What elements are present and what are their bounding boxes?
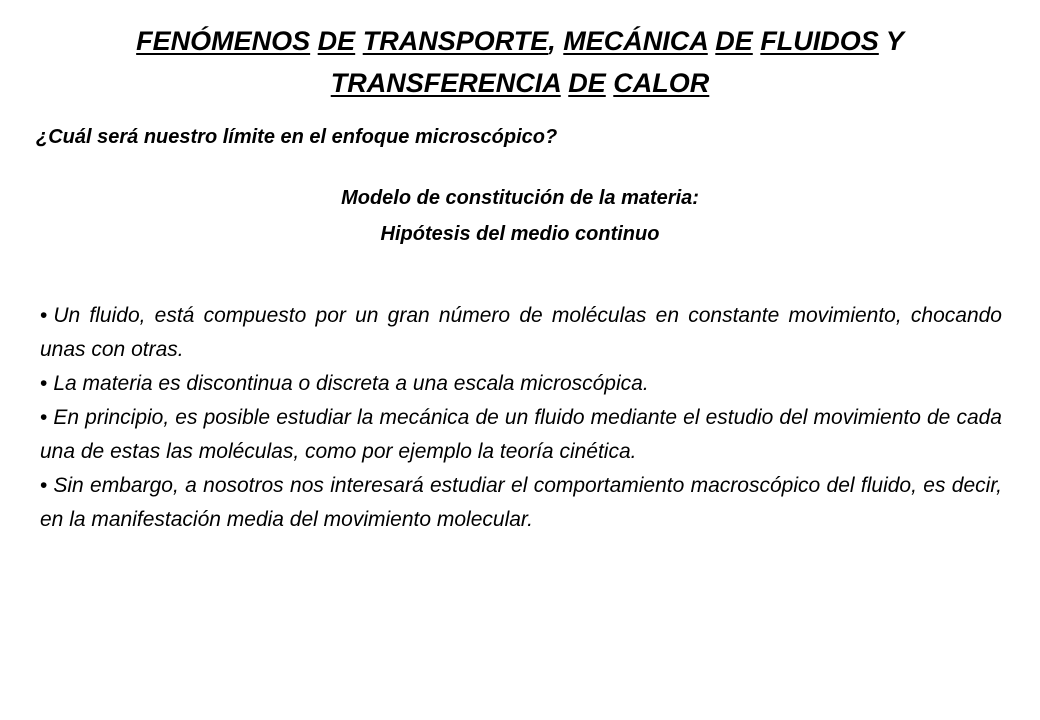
title-word: DE xyxy=(715,26,753,56)
title-word: DE xyxy=(568,68,606,98)
title-word: Y xyxy=(885,26,904,56)
title-word: TRANSFERENCIA xyxy=(330,68,561,98)
title-word: FLUIDOS xyxy=(760,26,879,56)
subtitle-line-2: Hipótesis del medio continuo xyxy=(380,223,660,245)
bullet-text: Sin embargo, a nosotros nos interesará estudiar el comportamiento macroscópico del fluido, es decir, en la manifestación media del movimiento molecular. xyxy=(40,474,1002,531)
bullet-item xyxy=(40,299,1002,367)
subtitle-line-1: Modelo de constitución de la materia: xyxy=(341,187,699,209)
question-text: ¿Cuál será nuestro límite en el enfoque microscópico? xyxy=(36,126,558,148)
title-word: FENÓMENOS xyxy=(136,26,311,56)
bullet-icon: • xyxy=(40,406,48,429)
bullet-text: Un fluido, está compuesto por un gran número de moléculas en constante movimiento, chocando unas con otras. xyxy=(40,304,1002,361)
slide-title xyxy=(60,20,980,104)
bullet-icon: • xyxy=(40,372,48,395)
bullet-icon: • xyxy=(40,474,48,497)
bullet-icon: • xyxy=(40,304,48,327)
bullet-list xyxy=(40,299,1002,537)
title-word: TRANSPORTE xyxy=(362,26,549,56)
bullet-item xyxy=(40,401,1002,469)
bullet-text: La materia es discontinua o discreta a una escala microscópica. xyxy=(53,372,649,395)
title-comma: , xyxy=(548,26,556,56)
bullet-item xyxy=(40,367,1002,401)
title-word: DE xyxy=(317,26,356,56)
title-word: MECÁNICA xyxy=(563,26,708,56)
subtitle xyxy=(120,180,920,252)
bullet-item xyxy=(40,469,1002,537)
title-word: CALOR xyxy=(613,68,710,98)
bullet-text: En principio, es posible estudiar la mecánica de un fluido mediante el estudio del movimiento de cada una de estas las moléculas, como por ejemplo la teoría cinética. xyxy=(40,406,1002,463)
